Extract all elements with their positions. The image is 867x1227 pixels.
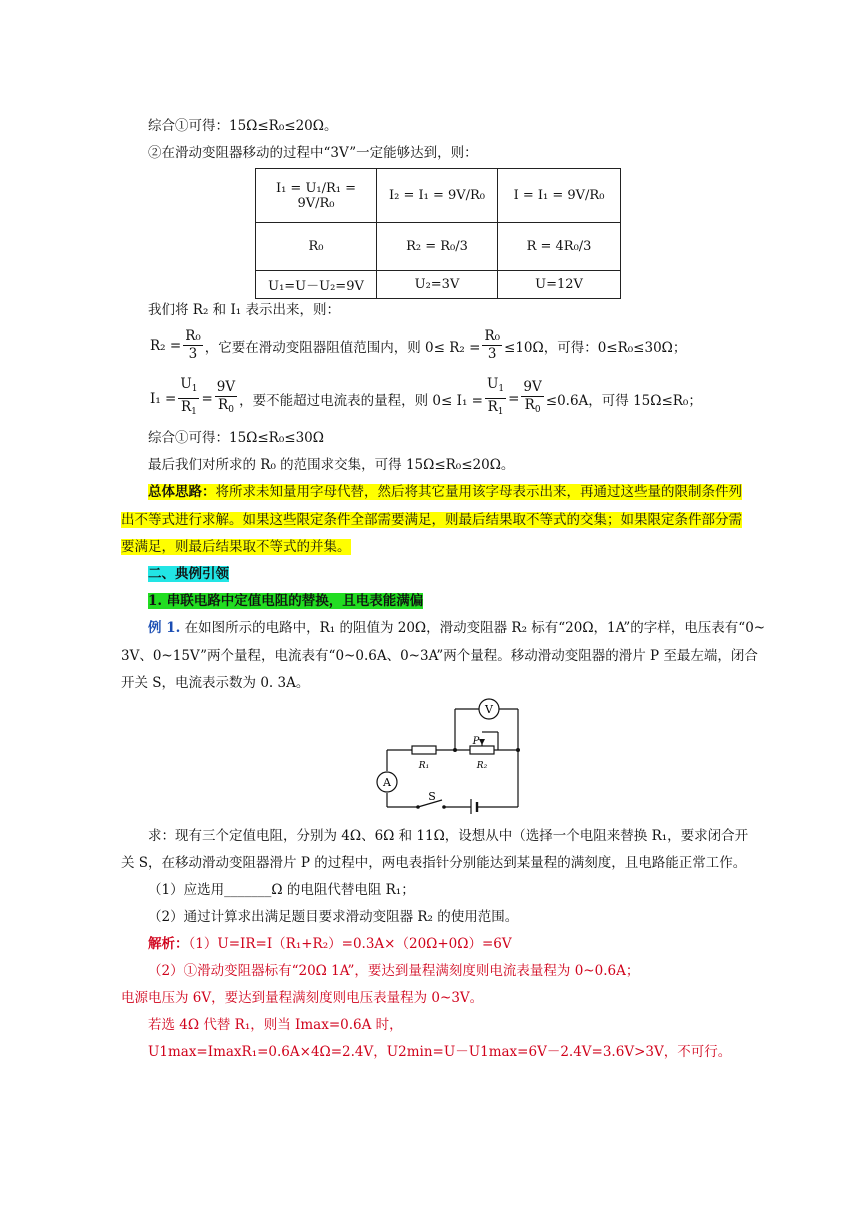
slider-label: P xyxy=(472,736,480,747)
frac-num: 9V xyxy=(523,378,542,395)
equation-line xyxy=(150,328,686,363)
frac-num: R₀ xyxy=(484,328,501,344)
summary-line: 要满足，则最后结果取不等式的并集。 xyxy=(121,539,351,555)
text-line: 最后我们对所求的 R₀ 的范围求交集，可得 15Ω≤R₀≤20Ω。 xyxy=(148,457,515,473)
table-cell: U₂=3V xyxy=(377,271,498,299)
voltmeter-label: V xyxy=(485,703,493,716)
question-line: 求：现有三个定值电阻，分别为 4Ω、6Ω 和 11Ω，设想从中（选择一个电阻来替换 R₁，要求闭合开 xyxy=(148,828,749,844)
frac-num: $U_1$ xyxy=(178,376,199,399)
question-line: （1）应选用_______Ω 的电阻代替电阻 R₁； xyxy=(148,882,415,898)
eq-text: ，要不能超过电流表的量程，则 0≤ I₁ = xyxy=(239,392,483,409)
solution-line: （2）①滑动变阻器标有“20Ω 1A”，要达到量程满刻度则电流表量程为 0~0.6A； xyxy=(148,963,640,979)
frac-den: 3 xyxy=(188,346,198,362)
solution-line: 若选 4Ω 代替 R₁，则当 Imax=0.6A 时， xyxy=(148,1017,403,1033)
summary-label: 总体思路： xyxy=(148,484,216,500)
example-line: 3V、0~15V”两个量程，电流表有“0~0.6A、0~3A”两个量程。移动滑动变阻器的滑片 P 至最左端，闭合 xyxy=(121,648,758,664)
fraction xyxy=(178,376,199,421)
frac-den: $R_0$ xyxy=(218,396,234,415)
circuit-diagram xyxy=(376,694,526,814)
table-cell: U₁=U－U₂=9V xyxy=(256,271,377,299)
solution-line: 电源电压为 6V，要达到量程满刻度则电压表量程为 0~3V。 xyxy=(121,990,484,1006)
text-line: ②在滑动变阻器移动的过程中“3V”一定能够达到，则： xyxy=(148,145,478,161)
eq-lhs: I₁ = xyxy=(150,390,177,407)
question-line: 关 S，在移动滑动变阻器滑片 P 的过程中，两电表指针分别能达到某量程的满刻度，且电路能正常工作。 xyxy=(121,855,747,871)
summary-line: 总体思路：将所求未知量用字母代替，然后将其它量用该字母表示出来，再通过这些量的限制条件列 xyxy=(148,484,742,500)
eq-text: ，它要在滑动变阻器阻值范围内，则 0≤ R₂ = xyxy=(204,339,481,356)
solution-line: 解析：（1）U=IR=I（R₁+R₂）=0.3A×（20Ω+0Ω）=6V xyxy=(148,936,512,952)
example-line: 例 1. 在如图所示的电路中，R₁ 的阻值为 20Ω，滑动变阻器 R₂ 标有“20Ω，1A”的字样，电压表有“0~ xyxy=(148,620,766,636)
example-line: 开关 S，电流表示数为 0. 3A。 xyxy=(121,675,310,691)
solution-line: U1max=ImaxR₁=0.6A×4Ω=2.4V，U2min=U－U1max=6V－2.4V=3.6V>3V，不可行。 xyxy=(148,1044,732,1060)
frac-den: $R_1$ xyxy=(487,399,504,417)
text-line: 综合①可得：15Ω≤R₀≤30Ω xyxy=(148,430,324,446)
summary-line: 出不等式进行求解。如果这些限定条件全部需要满足，则最后结果取不等式的交集；如果限定条件部分需 xyxy=(121,512,742,528)
frac-num: 9V xyxy=(216,378,236,395)
resistor-r2 xyxy=(470,746,494,754)
subsection-heading: 1. 串联电路中定值电阻的替换，且电表能满偏 xyxy=(148,593,424,609)
switch-label: S xyxy=(428,790,436,803)
table-cell: R₂ = R₀/3 xyxy=(377,223,498,271)
eq-text: ≤0.6A，可得 15Ω≤R₀； xyxy=(545,392,702,409)
table-cell: R = 4R₀/3 xyxy=(498,223,621,271)
fraction xyxy=(521,379,543,419)
formula-table xyxy=(255,168,621,299)
fraction xyxy=(485,376,506,421)
text-line: 综合①可得：15Ω≤R₀≤20Ω。 xyxy=(148,118,338,134)
solution-label: 解析： xyxy=(148,936,189,952)
frac-den: $R_0$ xyxy=(524,396,541,415)
eq-text: ≤10Ω，可得：0≤R₀≤30Ω； xyxy=(504,339,687,356)
resistor-r1 xyxy=(412,746,436,754)
fraction xyxy=(215,379,237,419)
slider-arrow xyxy=(479,739,485,745)
table-cell: R₀ xyxy=(256,223,377,271)
eq-lhs: R₂ = xyxy=(150,337,182,354)
frac-num: $U_1$ xyxy=(485,376,506,399)
table-cell: I₂ = I₁ = 9V/R₀ xyxy=(377,169,498,223)
frac-num: R₀ xyxy=(185,328,201,344)
table-cell: I₁ = U₁/R₁ = 9V/R₀ xyxy=(256,169,377,223)
question-line: （2）通过计算求出满足题目要求滑动变阻器 R₂ 的使用范围。 xyxy=(148,909,519,925)
text-line: 我们将 R₂ 和 I₁ 表示出来，则： xyxy=(148,302,340,318)
r1-label: R₁ xyxy=(418,761,430,771)
fraction xyxy=(183,328,203,363)
ammeter-label: A xyxy=(383,776,391,789)
fraction xyxy=(482,328,502,363)
r2-label: R₂ xyxy=(476,761,488,771)
frac-den: 3 xyxy=(487,346,497,362)
table-cell: U=12V xyxy=(498,271,621,299)
frac-den: $R_1$ xyxy=(180,399,197,417)
section-heading: 二、典例引领 xyxy=(148,566,229,582)
table-cell: I = I₁ = 9V/R₀ xyxy=(498,169,621,223)
equation-line: I₁ = $\frac{U_1}{R_1}$ = $\frac{9V}{R_0}$ ，要不能超过电流表的量程，则 0≤ I₁ = $\frac{U_1}{R_1}$ = $\frac{9V}{R_0}$ ≤0.6A，可得 15Ω≤R₀； xyxy=(150,376,702,421)
example-label: 例 1. xyxy=(148,620,181,636)
